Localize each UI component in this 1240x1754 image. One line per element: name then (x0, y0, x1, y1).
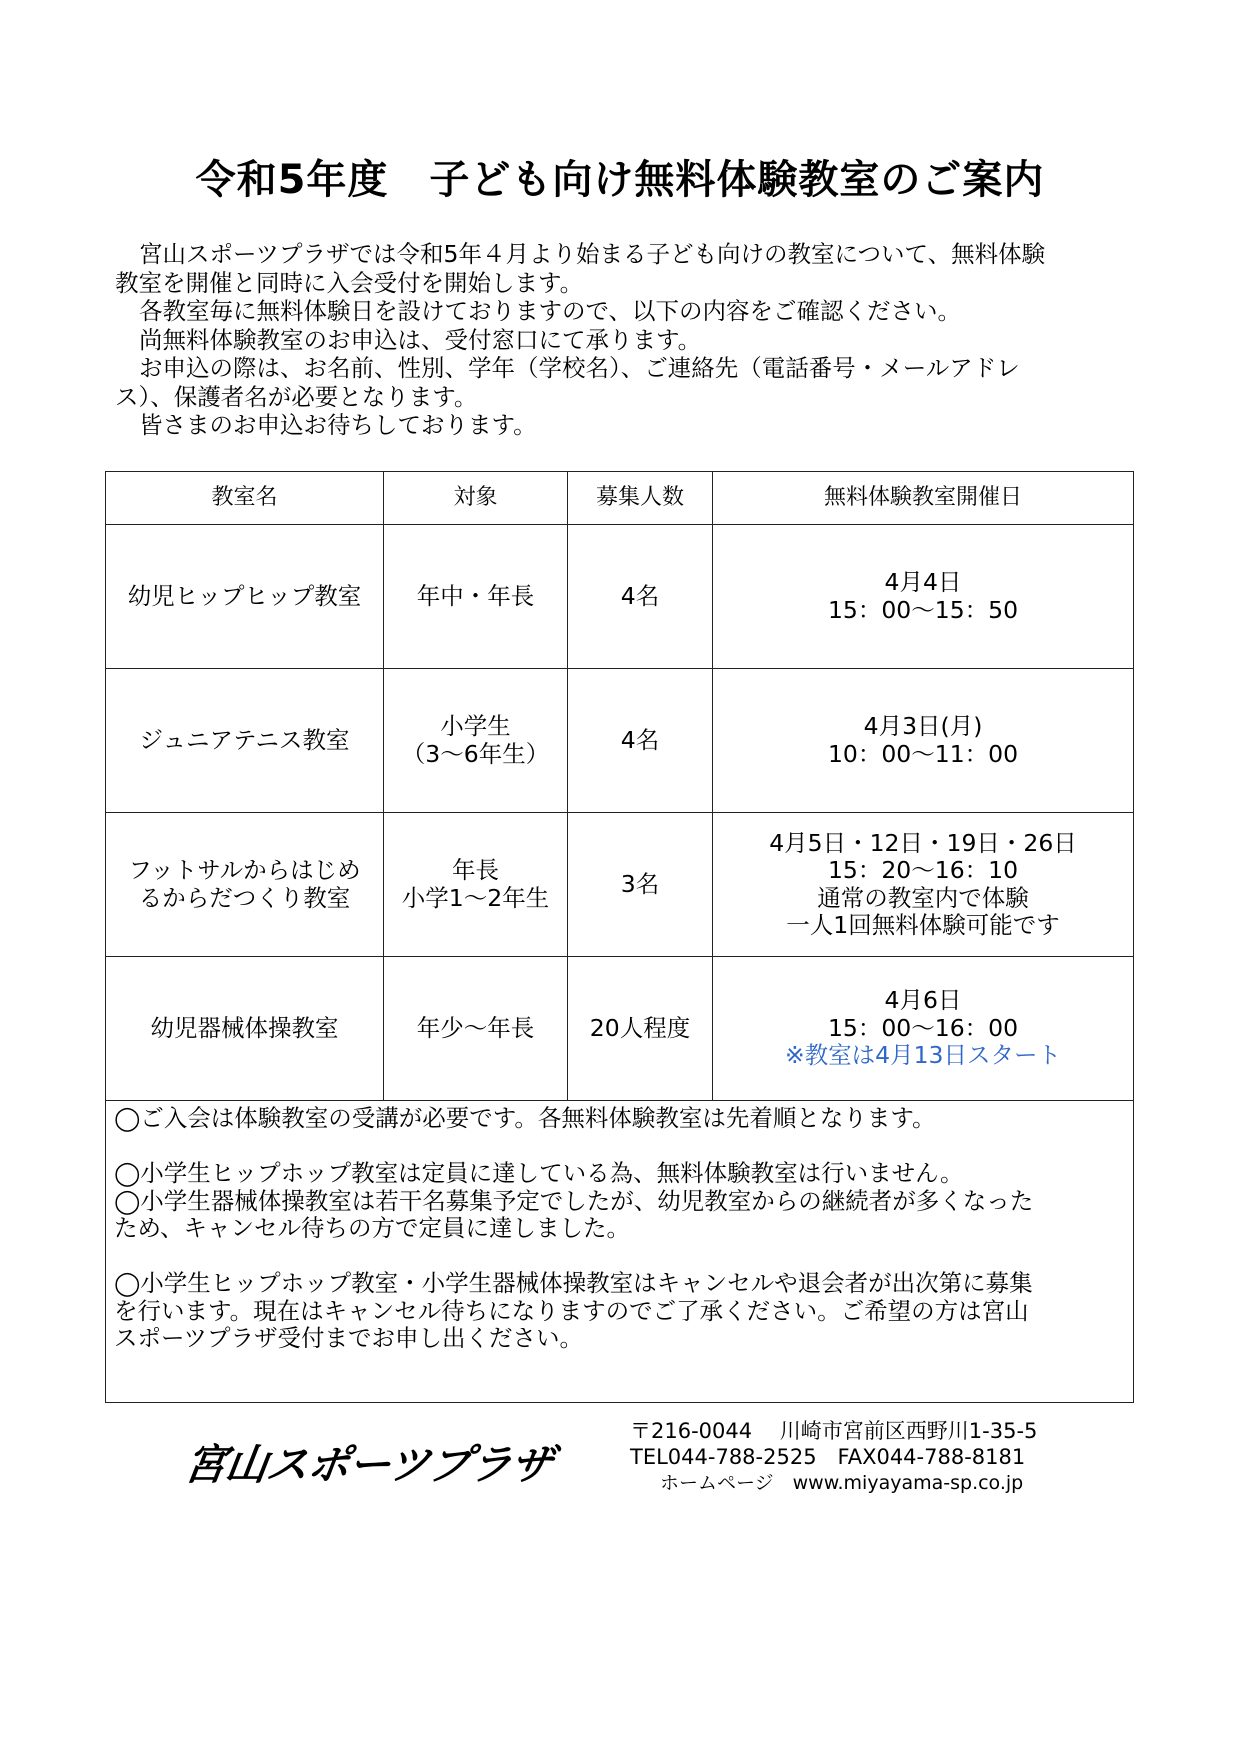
notes-row (106, 1101, 1134, 1403)
note-line: ため、キャンセル待ちの方で定員に達しました。 (114, 1214, 631, 1242)
target-cell: 年少～年長 (384, 957, 568, 1101)
page-title: 令和5年度 子ども向け無料体験教室のご案内 (195, 157, 1045, 203)
capacity-cell: 20人程度 (568, 957, 713, 1101)
address-line: 〒216-0044 川崎市宮前区西野川1-35-5 (630, 1419, 1038, 1443)
dates-cell: 4月4日 15：00～15：50 (713, 525, 1134, 669)
brand-logo: 宮山スポーツプラザ (181, 1440, 556, 1489)
intro-line: 宮山スポーツプラザでは令和5年４月より始まる子ども向けの教室について、無料体験 (139, 240, 1046, 268)
dates-cell: 4月6日 15：00～16：00 ※教室は4月13日スタート (713, 957, 1134, 1101)
contact-info (630, 1418, 1110, 1496)
intro-text (115, 240, 1135, 440)
table-row (106, 957, 1134, 1101)
intro-line: 皆さまのお申込お待ちしております。 (139, 411, 537, 439)
target-cell: 小学生 （3～6年生） (384, 669, 568, 813)
class-name-cell: フットサルからはじめ るからだつくり教室 (106, 813, 384, 957)
header-class-name: 教室名 (106, 472, 384, 525)
note-line: ◯ご入会は体験教室の受講が必要です。各無料体験教室は先着順となります。 (114, 1104, 936, 1132)
note-line: ◯小学生ヒップホップ教室は定員に達している為、無料体験教室は行いません。 (114, 1159, 964, 1187)
capacity-cell: 3名 (568, 813, 713, 957)
table-header-row (106, 472, 1134, 525)
tel-fax-line: TEL044-788-2525 FAX044-788-8181 (630, 1445, 1026, 1469)
dates-cell: 4月3日(月) 10：00～11：00 (713, 669, 1134, 813)
header-target: 対象 (384, 472, 568, 525)
table-row (106, 813, 1134, 957)
intro-line: 教室を開催と同時に入会受付を開始します。 (115, 268, 584, 297)
intro-line: 各教室毎に無料体験日を設けておりますので、以下の内容をご確認ください。 (139, 297, 962, 325)
note-line: を行います。現在はキャンセル待ちになりますのでご了承ください。ご希望の方は宮山 (114, 1296, 1029, 1325)
intro-line: お申込の際は、お名前、性別、学年（学校名）、ご連絡先（電話番号・メールアドレ (139, 354, 1020, 382)
notes-cell (106, 1101, 1134, 1403)
note-line: ◯小学生ヒップホップ教室・小学生器械体操教室はキャンセルや退会者が出次第に募集 (114, 1269, 1033, 1297)
class-name-cell: ジュニアテニス教室 (106, 669, 384, 813)
target-cell: 年長 小学1～2年生 (384, 813, 568, 957)
class-name-cell: 幼児ヒップヒップ教室 (106, 525, 384, 669)
table-row (106, 525, 1134, 669)
target-cell: 年中・年長 (384, 525, 568, 669)
header-trial-dates: 無料体験教室開催日 (713, 472, 1134, 525)
homepage-line: ホームページ www.miyayama-sp.co.jp (660, 1472, 1024, 1494)
table-row (106, 669, 1134, 813)
dates-cell: 4月5日・12日・19日・26日 15：20～16：10 通常の教室内で体験 一人1回無料体験可能です (713, 813, 1134, 957)
note-line: スポーツプラザ受付までお申し出ください。 (114, 1324, 584, 1352)
capacity-cell: 4名 (568, 525, 713, 669)
note-line: ◯小学生器械体操教室は若干名募集予定でしたが、幼児教室からの継続者が多くなった (114, 1186, 1034, 1215)
class-name-cell: 幼児器械体操教室 (106, 957, 384, 1101)
capacity-cell: 4名 (568, 669, 713, 813)
intro-line: 尚無料体験教室のお申込は、受付窓口にて承ります。 (139, 325, 702, 354)
header-capacity: 募集人数 (568, 472, 713, 525)
intro-line: ス）、保護者名が必要となります。 (115, 382, 478, 411)
start-date-note: ※教室は4月13日スタート (784, 1041, 1062, 1070)
class-schedule-table (105, 471, 1134, 1403)
